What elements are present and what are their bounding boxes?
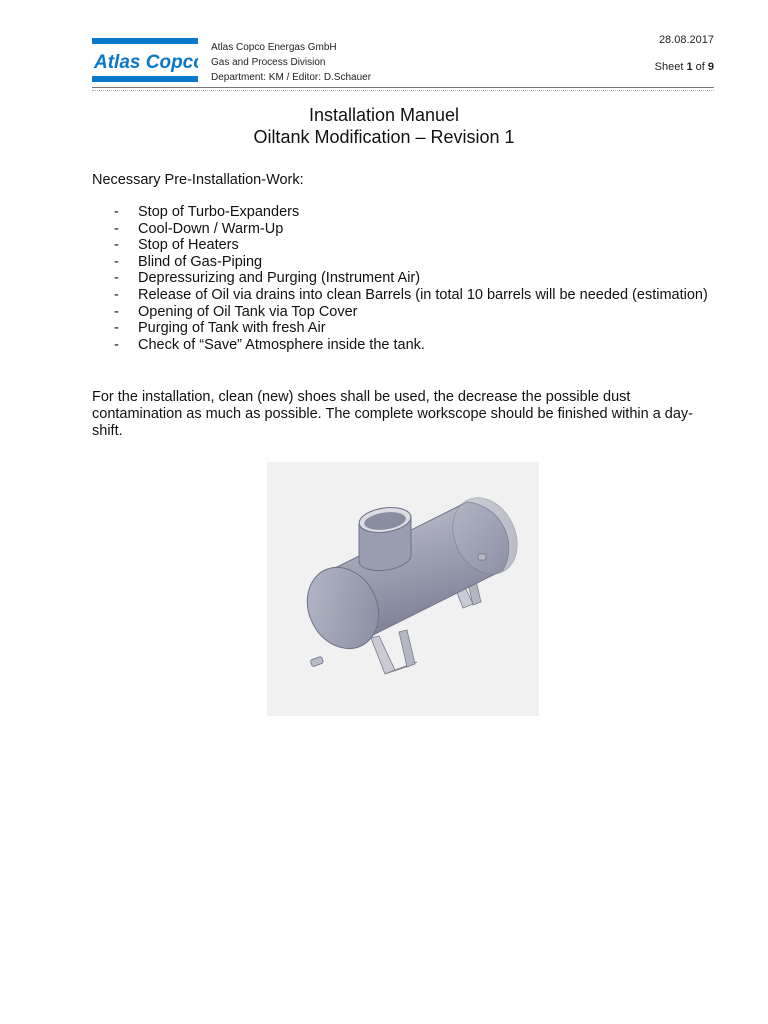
task-text: Check of “Save” Atmosphere inside the tank. bbox=[138, 336, 425, 353]
company-name: Atlas Copco Energas GmbH bbox=[211, 42, 337, 53]
task-text: Depressurizing and Purging (Instrument Air) bbox=[138, 270, 421, 287]
sheet-total: 9 bbox=[707, 61, 714, 73]
sheet-of: of bbox=[695, 61, 705, 73]
list-item bbox=[92, 254, 712, 271]
task-text: Blind of Gas-Piping bbox=[138, 253, 263, 270]
section-intro: Necessary Pre-Installation-Work: bbox=[92, 172, 304, 188]
list-item bbox=[92, 204, 712, 221]
task-text: Release of Oil via drains into clean Barrels (in total 10 barrels will be needed (estimation) bbox=[138, 286, 708, 303]
dash-bullet: - bbox=[114, 303, 119, 320]
list-item bbox=[92, 287, 712, 304]
dash-bullet: - bbox=[114, 253, 119, 270]
dash-bullet: - bbox=[114, 220, 119, 237]
list-item bbox=[92, 320, 712, 337]
list-item bbox=[92, 237, 712, 254]
division-name: Gas and Process Division bbox=[211, 57, 326, 68]
oil-tank-icon bbox=[267, 462, 539, 716]
document-title: Installation Manuel bbox=[308, 105, 460, 125]
list-item bbox=[92, 221, 712, 238]
dash-bullet: - bbox=[114, 286, 119, 303]
list-item bbox=[92, 304, 712, 321]
task-text: Stop of Turbo-Expanders bbox=[138, 204, 300, 220]
list-item bbox=[92, 337, 712, 354]
sheet-current: 1 bbox=[686, 61, 693, 73]
sheet-label: Sheet bbox=[654, 61, 684, 73]
header-divider bbox=[92, 87, 714, 88]
document-subtitle: Oiltank Modification – Revision 1 bbox=[253, 127, 515, 147]
task-text: Cool-Down / Warm-Up bbox=[138, 220, 284, 237]
dash-bullet: - bbox=[114, 270, 119, 287]
task-text: Opening of Oil Tank via Top Cover bbox=[138, 303, 358, 320]
pre-installation-task-list bbox=[92, 204, 712, 353]
task-text: Stop of Heaters bbox=[138, 237, 239, 254]
oil-tank-drawing bbox=[267, 462, 539, 716]
department-editor: Department: KM / Editor: D.Schauer bbox=[211, 72, 372, 83]
list-item bbox=[92, 270, 712, 287]
company-info bbox=[211, 40, 371, 85]
task-text: Purging of Tank with fresh Air bbox=[138, 320, 326, 337]
sheet-counter bbox=[655, 61, 714, 73]
document-date: 28.08.2017 bbox=[658, 34, 714, 46]
atlas-copco-logo-graphic bbox=[92, 38, 198, 82]
dash-bullet: - bbox=[114, 204, 119, 220]
header-divider-dotted bbox=[92, 90, 714, 91]
dash-bullet: - bbox=[114, 336, 119, 353]
logo-text: Atlas Copco bbox=[94, 52, 198, 73]
atlas-copco-logo bbox=[92, 38, 198, 82]
installation-note: For the installation, clean (new) shoes shall be used, the decrease the possible dust contamination as much as possible. The complete workscope should be finished within a day-shift. bbox=[92, 389, 694, 439]
dash-bullet: - bbox=[114, 320, 119, 337]
dash-bullet: - bbox=[114, 237, 119, 254]
